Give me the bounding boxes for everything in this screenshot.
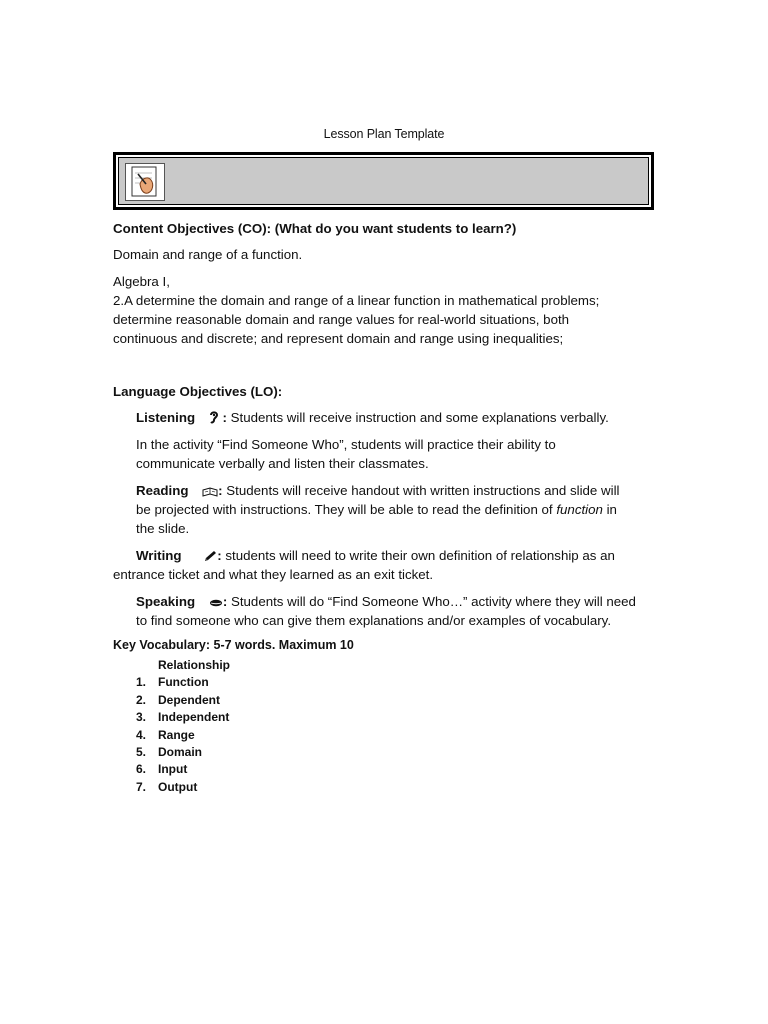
standard-line-1: Algebra I,	[113, 274, 170, 289]
reading-line-2-tail: in	[602, 502, 617, 517]
reading-line-2-emphasis: function	[556, 502, 603, 517]
list-item-word: Relationship	[158, 658, 231, 672]
reading-line-2-text: be projected with instructions. They will be able to read the definition of	[136, 502, 557, 517]
list-item-number: 7.	[136, 779, 147, 794]
header-banner-inner	[118, 157, 649, 205]
document-title: Lesson Plan Template	[323, 127, 445, 141]
list-item-word: Dependent	[158, 692, 221, 707]
listening-extra-line-1: In the activity “Find Someone Who”, students will practice their ability to	[136, 437, 556, 452]
speaking-line-2: to find someone who can give them explanations and/or examples of vocabulary.	[136, 613, 612, 628]
speaking-row	[136, 592, 636, 613]
speaking-separator: :	[222, 594, 228, 609]
key-vocabulary-heading: Key Vocabulary: 5-7 words. Maximum 10	[113, 638, 354, 652]
reading-line-3: the slide.	[136, 521, 190, 536]
reading-label: Reading	[136, 483, 189, 498]
list-item-word: Domain	[158, 744, 203, 759]
list-item-number: 2.	[136, 692, 147, 707]
speaking-text-line-1: Students will do “Find Someone Who…” activity where they will need	[227, 594, 636, 609]
writing-text-line-1: students will need to write their own definition of relationship as an	[221, 548, 615, 563]
content-objectives-heading: Content Objectives (CO): (What do you want students to learn?)	[113, 221, 517, 236]
listening-extra-line-2: communicate verbally and listen their classmates.	[136, 456, 429, 471]
ear-icon	[209, 410, 219, 429]
list-item-number: 4.	[136, 727, 147, 742]
reading-separator: :	[218, 483, 223, 498]
language-objectives-heading: Language Objectives (LO):	[113, 384, 283, 399]
listening-row	[136, 408, 609, 429]
standard-line-3: determine reasonable domain and range values for real-world situations, both	[113, 312, 570, 327]
reading-line-2	[136, 500, 617, 519]
content-objectives-topic: Domain and range of a function.	[113, 247, 303, 262]
list-item-number: 5.	[136, 744, 147, 759]
list-item-word: Function	[158, 675, 209, 690]
reading-text-line-1: Students will receive handout with written instructions and slide will	[222, 483, 620, 498]
list-item-word: Output	[158, 779, 198, 794]
list-item	[136, 674, 230, 691]
listening-separator: :	[218, 410, 227, 425]
header-banner	[113, 152, 654, 210]
list-item-word: Independent	[158, 710, 230, 725]
list-item	[136, 744, 230, 761]
list-item	[136, 692, 230, 709]
speaking-label: Speaking	[136, 594, 196, 609]
list-item	[136, 761, 230, 778]
list-item-word: Input	[158, 762, 188, 777]
list-item-word: Range	[158, 727, 195, 742]
writing-separator: :	[217, 548, 222, 563]
reading-row	[136, 481, 620, 502]
list-item-number: 3.	[136, 710, 147, 725]
list-item	[136, 779, 230, 796]
list-item	[136, 727, 230, 744]
listening-label: Listening	[136, 410, 196, 425]
standard-line-2: 2.A determine the domain and range of a linear function in mathematical problems;	[113, 293, 600, 308]
writing-line-2: entrance ticket and what they learned as an exit ticket.	[113, 567, 434, 582]
standard-line-4: continuous and discrete; and represent domain and range using inequalities;	[113, 331, 564, 346]
writing-row	[136, 546, 615, 567]
list-item	[136, 657, 230, 674]
list-item-number: 1.	[136, 675, 147, 690]
vocabulary-list	[136, 657, 230, 796]
hand-writing-icon	[125, 163, 165, 201]
list-item-number: 6.	[136, 762, 147, 777]
listening-text: Students will receive instruction and some explanations verbally.	[226, 410, 609, 425]
list-item	[136, 709, 230, 726]
writing-label: Writing	[136, 548, 182, 563]
